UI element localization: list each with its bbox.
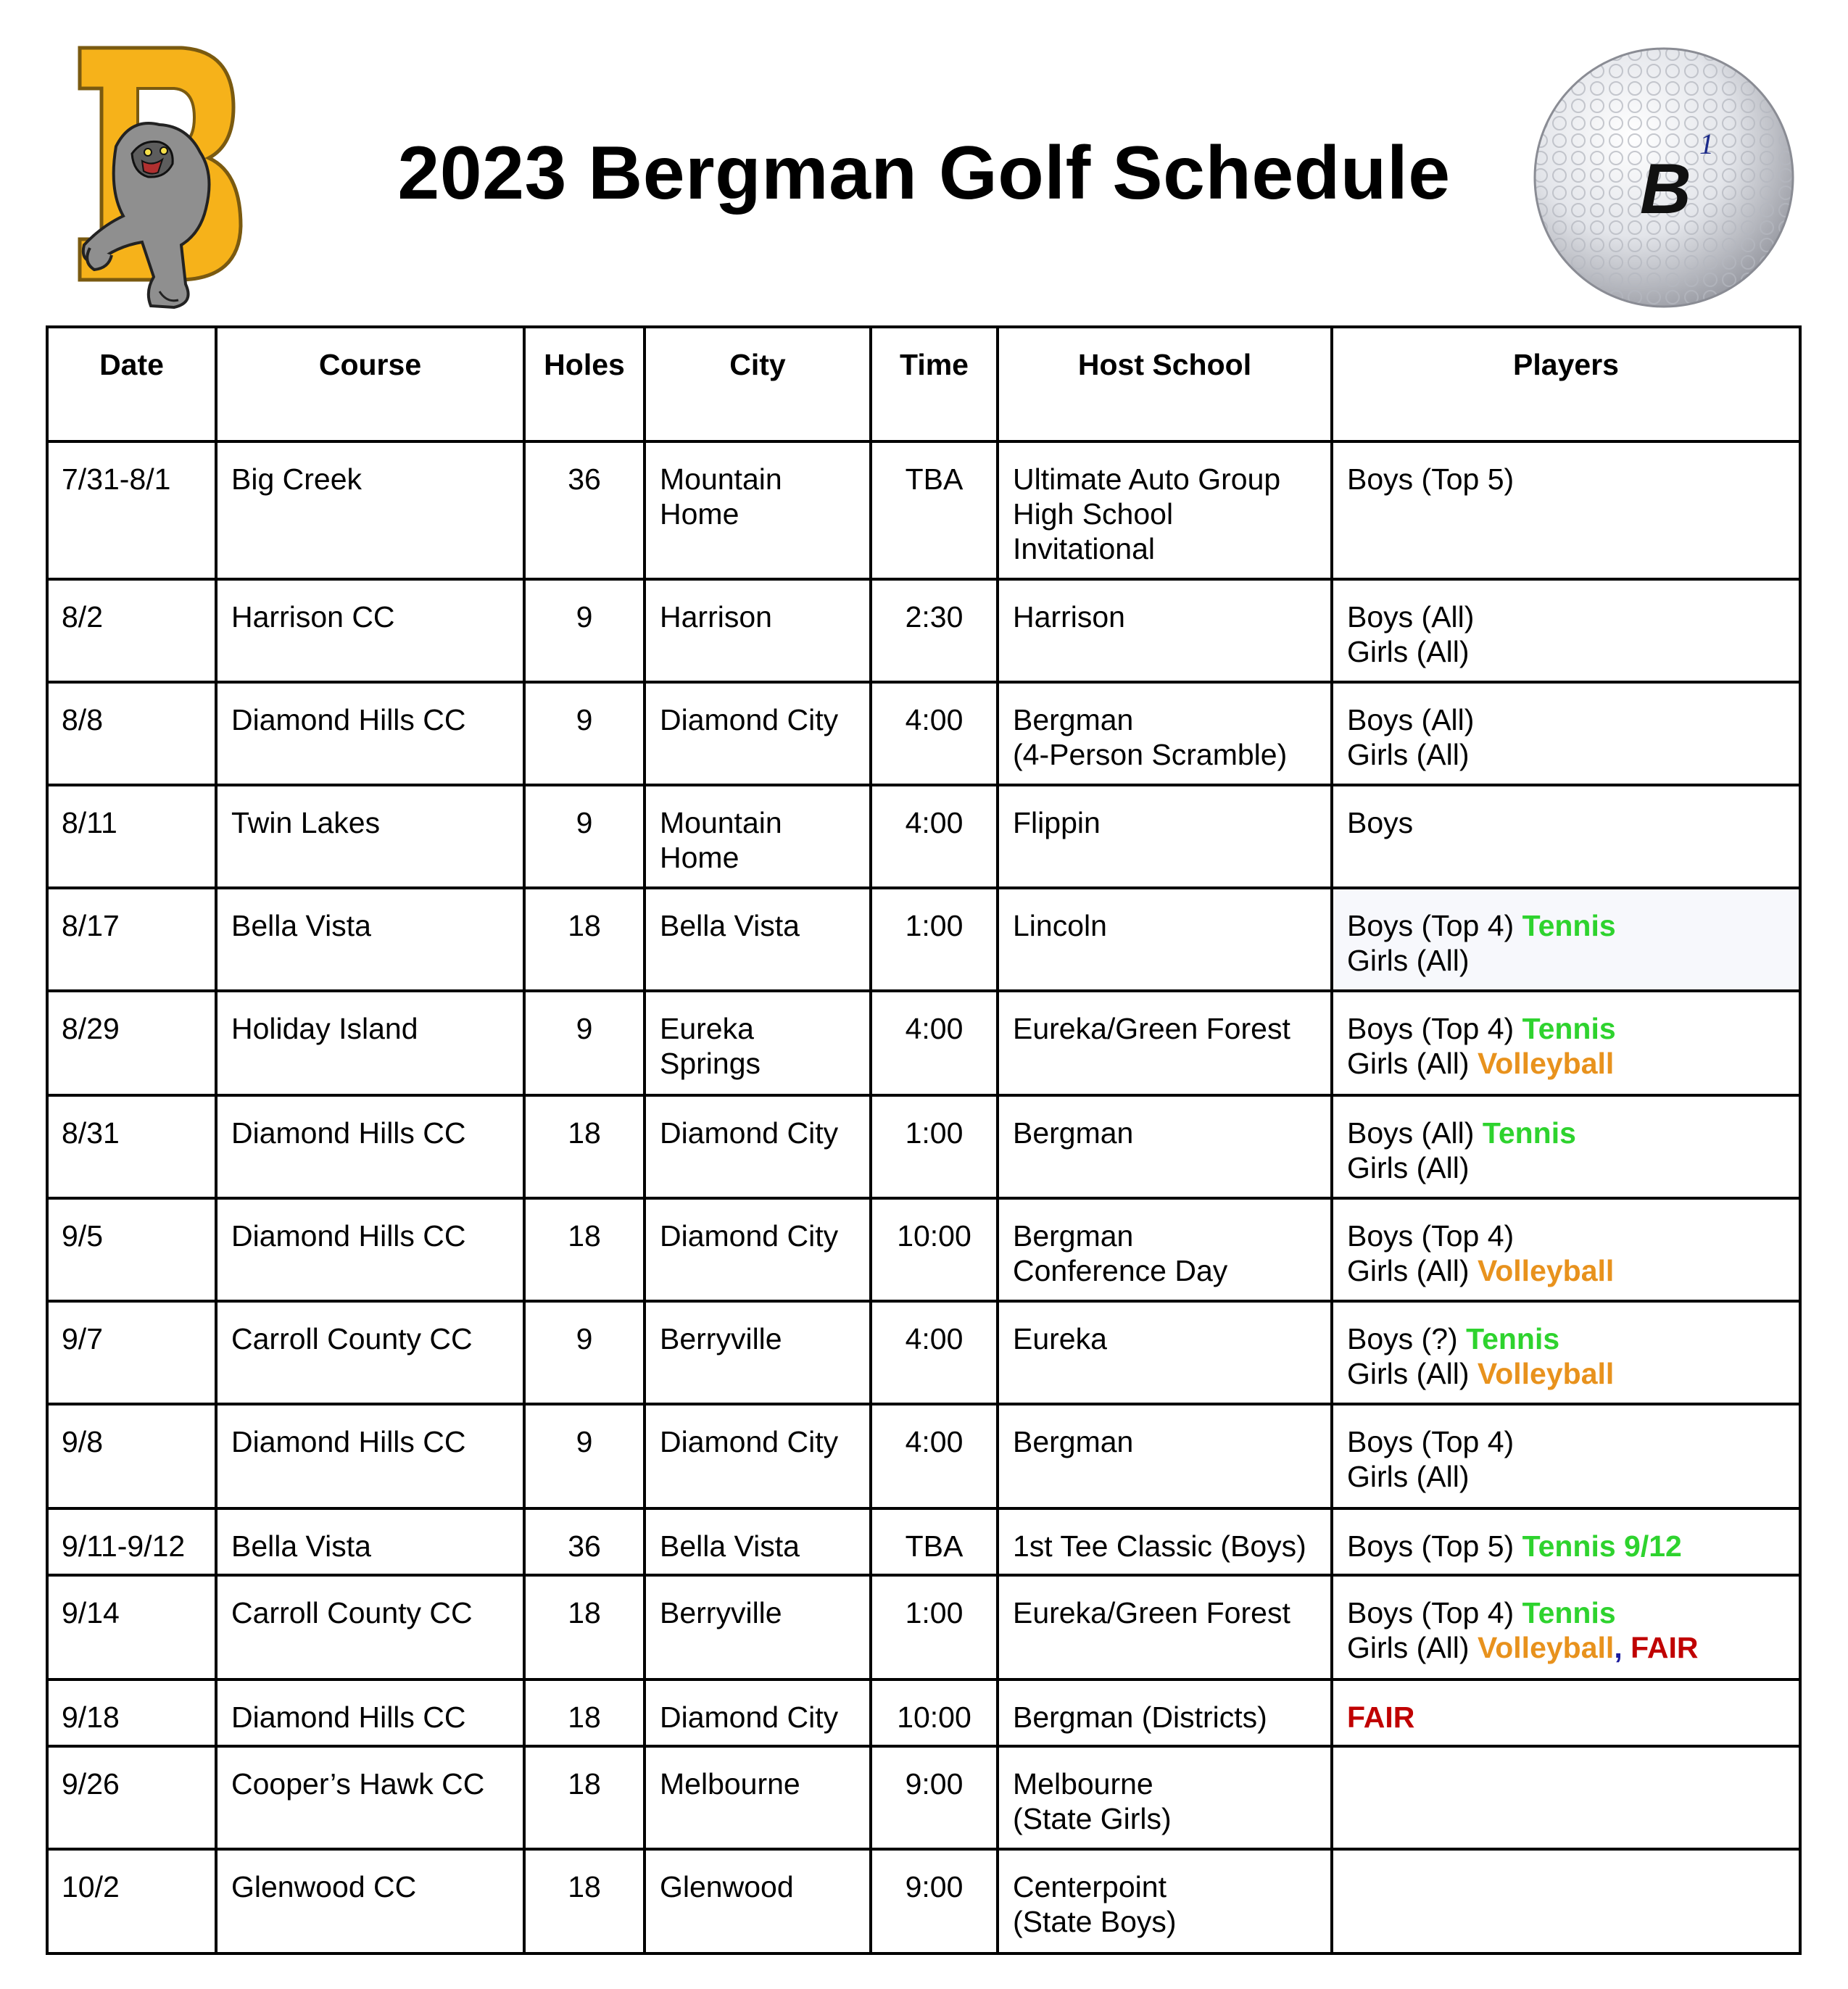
city-line: Diamond City [660, 1219, 839, 1253]
city-cell [645, 785, 871, 888]
city-cell [645, 1849, 871, 1953]
date-cell: 8/8 [47, 682, 216, 785]
volleyball-conflict: Volleyball [1477, 1047, 1615, 1080]
tennis-conflict: Tennis [1482, 1116, 1576, 1150]
players-group: Boys (Top 4) [1347, 1596, 1515, 1629]
players-line [1347, 1046, 1785, 1081]
table-row [47, 1679, 1800, 1746]
players-line [1347, 634, 1785, 669]
players-line [1347, 1356, 1785, 1391]
host-school-cell [998, 1849, 1332, 1953]
city-cell [645, 1746, 871, 1849]
holes-cell: 18 [524, 1746, 645, 1849]
table-row [47, 1575, 1800, 1679]
players-group: Girls (All) [1347, 944, 1470, 977]
players-group: Boys (All) [1347, 1116, 1475, 1150]
players-line [1347, 599, 1785, 634]
header-course: Course [216, 327, 524, 441]
table-row [47, 1404, 1800, 1508]
holes-cell: 18 [524, 888, 645, 991]
city-cell [645, 1301, 871, 1404]
players-line [1347, 1253, 1785, 1288]
players-group: Boys (All) [1347, 600, 1475, 634]
players-group: Boys (Top 5) [1347, 462, 1515, 496]
course-cell: Carroll County CC [216, 1575, 524, 1679]
host-school-line: Harrison [1013, 600, 1125, 634]
date-cell: 9/14 [47, 1575, 216, 1679]
course-cell: Diamond Hills CC [216, 1095, 524, 1198]
host-school-cell [998, 785, 1332, 888]
time-cell: 10:00 [871, 1679, 998, 1746]
date-cell: 7/31-8/1 [47, 441, 216, 579]
course-cell: Cooper’s Hawk CC [216, 1746, 524, 1849]
city-line: Diamond City [660, 1425, 839, 1458]
city-line: Glenwood [660, 1870, 794, 1903]
host-school-cell [998, 1404, 1332, 1508]
separator-comma: , [1614, 1631, 1623, 1664]
players-line [1347, 1595, 1785, 1630]
date-cell: 8/2 [47, 579, 216, 682]
players-line [1347, 1116, 1785, 1150]
players-group: Boys (Top 4) [1347, 1012, 1515, 1045]
players-group: Boys (Top 4) [1347, 909, 1515, 942]
host-school-line: Lincoln [1013, 909, 1107, 942]
holes-cell: 9 [524, 1404, 645, 1508]
tennis-conflict: Tennis 9/12 [1522, 1529, 1682, 1563]
table-row [47, 991, 1800, 1095]
players-line [1347, 1700, 1785, 1735]
holes-cell: 36 [524, 441, 645, 579]
city-line: Harrison [660, 600, 772, 634]
host-school-line: Bergman [1013, 703, 1134, 736]
players-cell [1332, 1301, 1800, 1404]
ball-brand-mark: B [1640, 149, 1691, 228]
players-group: Boys [1347, 806, 1414, 839]
tennis-conflict: Tennis [1522, 1596, 1616, 1629]
table-row [47, 1301, 1800, 1404]
city-line: Bella Vista [660, 909, 800, 942]
city-line: Berryville [660, 1322, 782, 1355]
schedule-body [47, 441, 1800, 1953]
host-school-line: Invitational [1013, 532, 1156, 565]
city-line: Diamond City [660, 703, 839, 736]
course-cell: Bella Vista [216, 888, 524, 991]
players-cell [1332, 682, 1800, 785]
players-line [1347, 805, 1785, 840]
table-row [47, 1746, 1800, 1849]
course-cell: Twin Lakes [216, 785, 524, 888]
players-group: Girls (All) [1347, 738, 1470, 771]
holes-cell: 9 [524, 785, 645, 888]
date-cell: 9/7 [47, 1301, 216, 1404]
city-line: Berryville [660, 1596, 782, 1629]
host-school-cell [998, 1746, 1332, 1849]
host-school-line: Conference Day [1013, 1254, 1228, 1287]
host-school-cell [998, 1508, 1332, 1575]
time-cell: 1:00 [871, 888, 998, 991]
time-cell: TBA [871, 1508, 998, 1575]
city-cell [645, 1508, 871, 1575]
holes-cell: 9 [524, 579, 645, 682]
holes-cell: 18 [524, 1198, 645, 1301]
time-cell: 4:00 [871, 682, 998, 785]
city-cell [645, 1404, 871, 1508]
volleyball-conflict: Volleyball [1477, 1254, 1615, 1287]
host-school-cell [998, 1198, 1332, 1301]
players-cell [1332, 1679, 1800, 1746]
header-time: Time [871, 327, 998, 441]
city-cell [645, 1095, 871, 1198]
course-cell: Carroll County CC [216, 1301, 524, 1404]
city-line: Diamond City [660, 1116, 839, 1150]
header-city: City [645, 327, 871, 441]
time-cell: 1:00 [871, 1575, 998, 1679]
host-school-line: 1st Tee Classic (Boys) [1013, 1529, 1306, 1563]
city-cell [645, 1575, 871, 1679]
date-cell: 9/11-9/12 [47, 1508, 216, 1575]
host-school-cell [998, 579, 1332, 682]
holes-cell: 9 [524, 991, 645, 1095]
players-group: Boys (Top 5) [1347, 1529, 1515, 1563]
header-host-school: Host School [998, 327, 1332, 441]
time-cell: 9:00 [871, 1849, 998, 1953]
host-school-line: Eureka/Green Forest [1013, 1012, 1290, 1045]
players-cell [1332, 1095, 1800, 1198]
host-school-cell [998, 1301, 1332, 1404]
header-row [47, 327, 1800, 441]
city-line: Bella Vista [660, 1529, 800, 1563]
players-line [1347, 1529, 1785, 1564]
host-school-cell [998, 991, 1332, 1095]
players-group: Girls (All) [1347, 635, 1470, 668]
date-cell: 9/8 [47, 1404, 216, 1508]
time-cell: 4:00 [871, 785, 998, 888]
table-row [47, 1849, 1800, 1953]
players-group: Boys (All) [1347, 703, 1475, 736]
players-cell [1332, 441, 1800, 579]
time-cell: 4:00 [871, 1404, 998, 1508]
players-cell [1332, 991, 1800, 1095]
table-row [47, 682, 1800, 785]
table-row [47, 1198, 1800, 1301]
city-line: Mountain [660, 462, 782, 496]
date-cell: 9/18 [47, 1679, 216, 1746]
host-school-line: Bergman [1013, 1425, 1134, 1458]
host-school-line: Ultimate Auto Group [1013, 462, 1281, 496]
players-cell [1332, 579, 1800, 682]
players-line [1347, 1424, 1785, 1459]
players-group: Girls (All) [1347, 1357, 1478, 1390]
city-cell [645, 579, 871, 682]
holes-cell: 9 [524, 1301, 645, 1404]
host-school-line: Flippin [1013, 806, 1101, 839]
host-school-cell [998, 682, 1332, 785]
time-cell: 4:00 [871, 991, 998, 1095]
host-school-cell [998, 1679, 1332, 1746]
date-cell: 8/11 [47, 785, 216, 888]
course-cell: Holiday Island [216, 991, 524, 1095]
course-cell: Glenwood CC [216, 1849, 524, 1953]
host-school-cell [998, 1575, 1332, 1679]
host-school-line: Eureka/Green Forest [1013, 1596, 1290, 1629]
players-line [1347, 1321, 1785, 1356]
city-cell [645, 991, 871, 1095]
players-cell [1332, 888, 1800, 991]
host-school-line: Centerpoint [1013, 1870, 1167, 1903]
players-cell [1332, 785, 1800, 888]
schedule-table [46, 325, 1802, 1955]
host-school-cell [998, 888, 1332, 991]
time-cell: 9:00 [871, 1746, 998, 1849]
table-row [47, 785, 1800, 888]
host-school-line: Melbourne [1013, 1767, 1153, 1801]
players-line [1347, 702, 1785, 737]
header-date: Date [47, 327, 216, 441]
table-row [47, 888, 1800, 991]
host-school-line: High School [1013, 497, 1174, 531]
date-cell: 8/29 [47, 991, 216, 1095]
players-cell [1332, 1849, 1800, 1953]
time-cell: 2:30 [871, 579, 998, 682]
holes-cell: 18 [524, 1679, 645, 1746]
fair-conflict: FAIR [1347, 1701, 1415, 1734]
players-group: Boys (?) [1347, 1322, 1458, 1355]
players-group: Boys (Top 4) [1347, 1425, 1515, 1458]
host-school-line: (State Boys) [1013, 1905, 1177, 1938]
players-line [1347, 1150, 1785, 1185]
players-cell [1332, 1746, 1800, 1849]
city-cell [645, 682, 871, 785]
city-cell [645, 888, 871, 991]
players-line [1347, 1630, 1785, 1665]
volleyball-conflict: Volleyball [1477, 1357, 1615, 1390]
holes-cell: 36 [524, 1508, 645, 1575]
holes-cell: 18 [524, 1095, 645, 1198]
players-line [1347, 1459, 1785, 1494]
time-cell: 4:00 [871, 1301, 998, 1404]
course-cell: Diamond Hills CC [216, 1679, 524, 1746]
course-cell: Diamond Hills CC [216, 682, 524, 785]
course-cell: Big Creek [216, 441, 524, 579]
host-school-cell [998, 441, 1332, 579]
tennis-conflict: Tennis [1522, 1012, 1616, 1045]
page-title: 2023 Bergman Golf Schedule [397, 131, 1451, 215]
players-cell [1332, 1404, 1800, 1508]
city-line: Home [660, 841, 739, 874]
table-row [47, 1508, 1800, 1575]
table-row [47, 579, 1800, 682]
city-line: Melbourne [660, 1767, 800, 1801]
players-group: Boys (Top 4) [1347, 1219, 1515, 1253]
header-holes: Holes [524, 327, 645, 441]
city-cell [645, 1679, 871, 1746]
players-cell [1332, 1198, 1800, 1301]
table-row [47, 1095, 1800, 1198]
holes-cell: 9 [524, 682, 645, 785]
city-line: Home [660, 497, 739, 531]
players-cell [1332, 1508, 1800, 1575]
players-group: Girls (All) [1347, 1151, 1470, 1184]
host-school-line: Bergman (Districts) [1013, 1701, 1267, 1734]
holes-cell: 18 [524, 1849, 645, 1953]
players-group: Girls (All) [1347, 1460, 1470, 1493]
course-cell: Harrison CC [216, 579, 524, 682]
course-cell: Diamond Hills CC [216, 1404, 524, 1508]
city-line: Mountain [660, 806, 782, 839]
city-cell [645, 1198, 871, 1301]
date-cell: 9/26 [47, 1746, 216, 1849]
date-cell: 9/5 [47, 1198, 216, 1301]
tennis-conflict: Tennis [1522, 909, 1616, 942]
host-school-line: (State Girls) [1013, 1802, 1172, 1835]
host-school-line: Eureka [1013, 1322, 1107, 1355]
city-cell [645, 441, 871, 579]
ball-number: 1 [1699, 128, 1714, 160]
players-group: Girls (All) [1347, 1047, 1470, 1080]
city-line: Eureka [660, 1012, 754, 1045]
time-cell: 10:00 [871, 1198, 998, 1301]
holes-cell: 18 [524, 1575, 645, 1679]
date-cell: 8/17 [47, 888, 216, 991]
players-group: Girls (All) [1347, 1254, 1470, 1287]
host-school-line: Bergman [1013, 1219, 1134, 1253]
host-school-line: Bergman [1013, 1116, 1134, 1150]
host-school-cell [998, 1095, 1332, 1198]
players-line [1347, 1218, 1785, 1253]
city-line: Diamond City [660, 1701, 839, 1734]
fair-conflict: FAIR [1631, 1631, 1699, 1664]
date-cell: 8/31 [47, 1095, 216, 1198]
players-cell [1332, 1575, 1800, 1679]
players-line [1347, 943, 1785, 978]
date-cell: 10/2 [47, 1849, 216, 1953]
players-group: Girls (All) [1347, 1631, 1470, 1664]
volleyball-conflict: Volleyball [1477, 1631, 1615, 1664]
players-line [1347, 737, 1785, 772]
table-row [47, 441, 1800, 579]
time-cell: TBA [871, 441, 998, 579]
course-cell: Diamond Hills CC [216, 1198, 524, 1301]
host-school-line: (4-Person Scramble) [1013, 738, 1288, 771]
course-cell: Bella Vista [216, 1508, 524, 1575]
city-line: Springs [660, 1047, 761, 1080]
tennis-conflict: Tennis [1466, 1322, 1560, 1355]
players-line [1347, 908, 1785, 943]
players-line [1347, 1011, 1785, 1046]
players-line [1347, 462, 1785, 497]
header-players: Players [1332, 327, 1800, 441]
time-cell: 1:00 [871, 1095, 998, 1198]
